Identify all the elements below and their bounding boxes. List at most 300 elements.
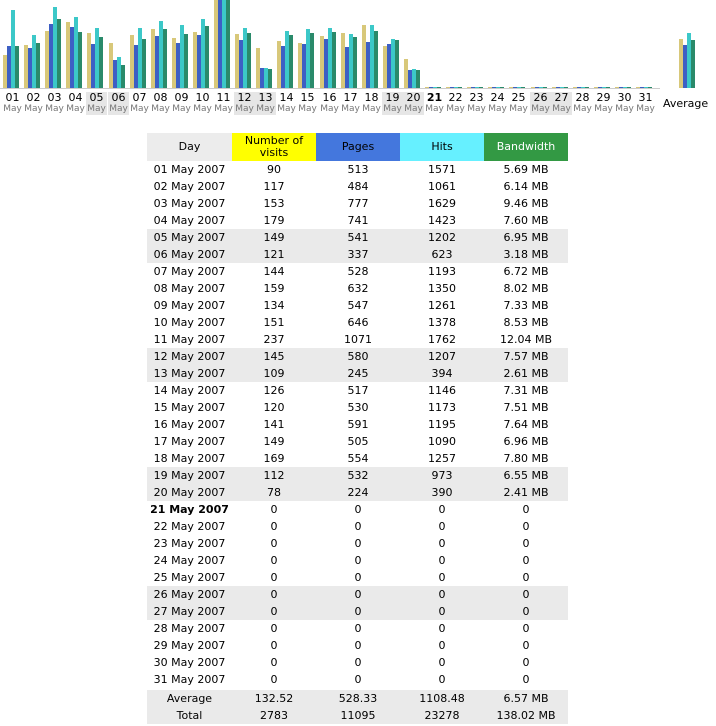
x-label-31 (635, 92, 656, 115)
cell-bandwidth: 0 (522, 622, 530, 635)
bar-pages-21 (429, 87, 433, 88)
bar-pages-31 (640, 87, 644, 88)
cell-hits: 23278 (400, 707, 484, 724)
x-label-28 (572, 92, 593, 115)
cell-pages: 0 (316, 603, 400, 620)
bar-pages-29 (598, 87, 602, 88)
x-label-month: May (615, 104, 634, 114)
bar-hits-19 (391, 39, 395, 88)
x-label-month: May (45, 104, 64, 114)
cell-hits: 1261 (428, 299, 456, 312)
x-label-month: May (362, 104, 381, 114)
bar-pages-10 (197, 35, 201, 88)
x-label-month: May (636, 104, 655, 114)
table-row (147, 246, 568, 263)
cell-day: 13 May 2007 (147, 365, 232, 382)
cell-hits: 1090 (428, 435, 456, 448)
cell-day: 15 May 2007 (153, 401, 226, 414)
bar-pages-12 (239, 40, 243, 88)
cell-pages: 646 (347, 316, 369, 329)
cell-visits: 0 (270, 656, 278, 669)
cell-visits: 141 (263, 418, 285, 431)
bar-bandwidth-27 (564, 87, 568, 88)
x-label-month: May (573, 104, 592, 114)
table-row (147, 280, 568, 297)
bar-bandwidth-23 (479, 87, 483, 88)
cell-day: 20 May 2007 (147, 484, 232, 501)
cell-visits: 0 (270, 639, 278, 652)
bar-hits-30 (623, 87, 627, 88)
bar-visits-08 (151, 29, 155, 88)
cell-bandwidth: 6.57 MB (484, 690, 568, 707)
x-label-day: 14 (279, 91, 294, 104)
cell-visits: 179 (263, 214, 285, 227)
x-label-month: May (404, 104, 423, 114)
cell-hits: 1762 (428, 333, 456, 346)
bar-visits-17 (341, 33, 345, 88)
bar-pages-06 (113, 60, 117, 88)
x-label-day: 17 (343, 91, 358, 104)
x-label-day: 02 (26, 91, 41, 104)
cell-day: 17 May 2007 (153, 435, 226, 448)
cell-day: 29 May 2007 (153, 639, 226, 652)
x-label-day: 03 (47, 91, 62, 104)
cell-day: 03 May 2007 (153, 197, 226, 210)
cell-hits: 394 (400, 365, 484, 382)
bar-bandwidth-24 (500, 87, 504, 88)
x-label-15 (297, 92, 318, 115)
table-row (147, 416, 568, 433)
cell-pages: 0 (354, 554, 362, 567)
cell-visits: 120 (263, 401, 285, 414)
table-row (147, 195, 568, 212)
cell-visits: 0 (270, 537, 278, 550)
x-label-21 (424, 92, 445, 115)
bar-pages-26 (535, 87, 539, 88)
cell-visits: 117 (263, 180, 285, 193)
bar-hits-31 (644, 87, 648, 88)
cell-day: 16 May 2007 (153, 418, 226, 431)
cell-hits: 973 (400, 467, 484, 484)
x-label-day: 31 (638, 91, 653, 104)
cell-bandwidth: 6.96 MB (503, 435, 549, 448)
table-row (147, 654, 568, 671)
table-row (147, 586, 568, 603)
cell-hits: 1195 (428, 418, 456, 431)
cell-bandwidth: 0 (522, 656, 530, 669)
bar-visits-19 (383, 46, 387, 88)
daily-bar-chart (0, 0, 716, 122)
bar-pages-22 (450, 87, 454, 88)
bar-hits-28 (581, 87, 585, 88)
bar-hits-05 (95, 28, 99, 88)
x-label-month: May (277, 104, 296, 114)
cell-visits: 90 (267, 163, 281, 176)
bar-pages-average (683, 45, 687, 88)
cell-pages: 513 (347, 163, 369, 176)
cell-pages: 591 (347, 418, 369, 431)
bar-visits-22 (446, 87, 450, 88)
x-label-day: 22 (448, 91, 463, 104)
x-label-month: May (235, 104, 254, 114)
x-label-month: May (3, 104, 22, 114)
bar-hits-07 (138, 28, 142, 88)
x-label-day: 05 (89, 91, 104, 104)
cell-pages: 0 (354, 622, 362, 635)
cell-bandwidth: 0 (522, 537, 530, 550)
x-label-13 (255, 92, 276, 115)
cell-day: 25 May 2007 (153, 571, 226, 584)
cell-hits: 1108.48 (400, 690, 484, 707)
bar-bandwidth-14 (289, 35, 293, 88)
bar-hits-12 (243, 28, 247, 88)
cell-bandwidth: 0 (522, 503, 530, 516)
cell-bandwidth: 0 (522, 639, 530, 652)
bar-visits-03 (45, 31, 49, 88)
cell-pages: 777 (347, 197, 369, 210)
table-row (147, 365, 568, 382)
cell-bandwidth: 0 (522, 571, 530, 584)
cell-pages: 0 (354, 656, 362, 669)
cell-bandwidth: 7.80 MB (503, 452, 549, 465)
bar-pages-04 (70, 27, 74, 88)
x-label-month: May (383, 104, 402, 114)
table-row (147, 331, 568, 348)
cell-day: 19 May 2007 (147, 467, 232, 484)
cell-visits: 144 (263, 265, 285, 278)
bar-bandwidth-19 (395, 40, 399, 88)
bar-pages-07 (134, 45, 138, 88)
x-label-month: May (341, 104, 360, 114)
bar-visits-average (679, 39, 683, 88)
bar-bandwidth-10 (205, 26, 209, 88)
cell-bandwidth: 12.04 MB (499, 333, 553, 346)
cell-visits: 145 (232, 348, 316, 365)
header-bandwidth: Bandwidth (484, 133, 568, 161)
bar-bandwidth-02 (36, 43, 40, 88)
x-label-month: May (24, 104, 43, 114)
cell-hits: 0 (438, 656, 446, 669)
table-row (147, 450, 568, 467)
cell-visits: 109 (232, 365, 316, 382)
x-label-day: 04 (68, 91, 83, 104)
cell-visits: 169 (263, 452, 285, 465)
cell-hits: 1202 (400, 229, 484, 246)
bar-bandwidth-07 (142, 39, 146, 88)
x-label-22 (445, 92, 466, 115)
total-row (147, 707, 568, 724)
bar-bandwidth-04 (78, 32, 82, 88)
cell-bandwidth: 0 (522, 520, 530, 533)
table-row (147, 484, 568, 501)
cell-bandwidth: 7.31 MB (503, 384, 549, 397)
cell-visits: 78 (232, 484, 316, 501)
table-row (147, 161, 568, 178)
table-row (147, 297, 568, 314)
x-label-18 (361, 92, 382, 115)
table-row (147, 382, 568, 399)
cell-day: 18 May 2007 (153, 452, 226, 465)
cell-day: 30 May 2007 (153, 656, 226, 669)
table-row (147, 348, 568, 365)
bar-hits-10 (201, 19, 205, 88)
bar-bandwidth-16 (332, 32, 336, 88)
cell-bandwidth: 7.60 MB (503, 214, 549, 227)
x-label-30 (614, 92, 635, 115)
cell-pages: 0 (354, 673, 362, 686)
bar-hits-29 (602, 87, 606, 88)
bar-visits-12 (235, 34, 239, 88)
cell-bandwidth: 7.51 MB (503, 401, 549, 414)
bar-bandwidth-31 (648, 87, 652, 88)
x-label-day: 25 (511, 91, 526, 104)
cell-day: 06 May 2007 (147, 246, 232, 263)
bar-visits-07 (130, 35, 134, 88)
x-label-17 (340, 92, 361, 115)
cell-visits: 0 (270, 503, 278, 516)
x-label-month: May (467, 104, 486, 114)
x-label-11 (213, 92, 234, 115)
x-label-05 (86, 92, 107, 115)
cell-pages: 245 (316, 365, 400, 382)
cell-bandwidth: 2.61 MB (484, 365, 568, 382)
bar-pages-23 (471, 87, 475, 88)
cell-hits: 1207 (400, 348, 484, 365)
table-row (147, 178, 568, 195)
x-label-day: 29 (596, 91, 611, 104)
x-label-month: May (509, 104, 528, 114)
cell-hits: 0 (438, 571, 446, 584)
cell-visits: 149 (232, 229, 316, 246)
cell-pages: 528 (347, 265, 369, 278)
cell-visits: 121 (232, 246, 316, 263)
bar-bandwidth-11 (226, 0, 230, 88)
bar-visits-09 (172, 38, 176, 88)
table-row (147, 399, 568, 416)
cell-visits: 0 (270, 554, 278, 567)
cell-bandwidth: 5.69 MB (503, 163, 549, 176)
table-row (147, 229, 568, 246)
cell-hits: 0 (438, 520, 446, 533)
cell-hits: 0 (438, 503, 446, 516)
x-label-month: May (193, 104, 212, 114)
x-label-day: 16 (322, 91, 337, 104)
x-label-month: May (87, 104, 106, 114)
bar-pages-24 (492, 87, 496, 88)
cell-bandwidth: 7.33 MB (503, 299, 549, 312)
cell-pages: 0 (316, 586, 400, 603)
cell-pages: 541 (316, 229, 400, 246)
x-label-month: May (214, 104, 233, 114)
bar-hits-20 (412, 69, 416, 88)
bar-hits-16 (328, 28, 332, 88)
x-label-06 (108, 92, 129, 115)
cell-pages: 554 (347, 452, 369, 465)
cell-pages: 517 (347, 384, 369, 397)
cell-hits: 0 (438, 639, 446, 652)
bar-hits-03 (53, 7, 57, 88)
bar-hits-09 (180, 25, 184, 88)
cell-hits: 623 (400, 246, 484, 263)
bar-bandwidth-21 (437, 87, 441, 88)
x-label-month: May (151, 104, 170, 114)
cell-day: 22 May 2007 (153, 520, 226, 533)
cell-pages: 547 (347, 299, 369, 312)
table-row (147, 467, 568, 484)
cell-hits: 1378 (428, 316, 456, 329)
x-label-04 (65, 92, 86, 115)
x-label-day: 08 (153, 91, 168, 104)
bar-hits-21 (433, 87, 437, 88)
bar-visits-05 (87, 33, 91, 88)
x-label-09 (171, 92, 192, 115)
bar-bandwidth-26 (543, 87, 547, 88)
cell-pages: 0 (354, 639, 362, 652)
x-label-month: May (109, 104, 128, 114)
bar-visits-11 (214, 0, 218, 88)
bar-hits-13 (264, 68, 268, 88)
bar-bandwidth-03 (57, 19, 61, 88)
x-label-03 (44, 92, 65, 115)
x-label-07 (129, 92, 150, 115)
header-visits: Number of visits (232, 133, 316, 161)
cell-hits: 1146 (428, 384, 456, 397)
x-label-02 (23, 92, 44, 115)
x-label-day: 01 (5, 91, 20, 104)
cell-bandwidth: 0 (522, 673, 530, 686)
cell-bandwidth: 8.53 MB (503, 316, 549, 329)
x-label-26 (530, 92, 551, 115)
x-label-month: May (552, 104, 571, 114)
bar-visits-01 (3, 55, 7, 88)
table-row (147, 212, 568, 229)
bar-visits-13 (256, 48, 260, 88)
table-row (147, 433, 568, 450)
cell-day: 02 May 2007 (153, 180, 226, 193)
cell-day: 12 May 2007 (147, 348, 232, 365)
cell-hits: 1423 (428, 214, 456, 227)
bar-visits-06 (109, 43, 113, 88)
bar-visits-10 (193, 32, 197, 88)
bar-hits-average (687, 33, 691, 88)
cell-visits: 0 (270, 622, 278, 635)
x-label-14 (276, 92, 297, 115)
x-label-month: May (594, 104, 613, 114)
cell-pages: 1071 (344, 333, 372, 346)
cell-day: 08 May 2007 (153, 282, 226, 295)
cell-day: 04 May 2007 (153, 214, 226, 227)
bar-visits-30 (615, 87, 619, 88)
x-label-day: 18 (364, 91, 379, 104)
bar-bandwidth-18 (374, 31, 378, 88)
bar-hits-27 (560, 87, 564, 88)
x-label-16 (319, 92, 340, 115)
bar-hits-23 (475, 87, 479, 88)
cell-bandwidth: 138.02 MB (484, 707, 568, 724)
x-label-day: 06 (111, 91, 126, 104)
bar-hits-26 (539, 87, 543, 88)
bar-bandwidth-17 (353, 37, 357, 88)
bar-hits-01 (11, 10, 15, 88)
cell-visits: 149 (263, 435, 285, 448)
x-label-day: 12 (237, 91, 252, 104)
x-label-day: 13 (258, 91, 273, 104)
cell-pages: 484 (347, 180, 369, 193)
table-row (147, 671, 568, 688)
bar-pages-28 (577, 87, 581, 88)
cell-pages: 0 (354, 503, 362, 516)
bar-visits-20 (404, 59, 408, 88)
cell-hits: 0 (438, 554, 446, 567)
cell-visits: 0 (270, 571, 278, 584)
x-label-month: May (446, 104, 465, 114)
bar-pages-15 (302, 44, 306, 88)
x-label-day: 23 (469, 91, 484, 104)
x-label-day: 24 (490, 91, 505, 104)
x-label-day: 27 (554, 91, 569, 104)
bar-visits-24 (488, 87, 492, 88)
x-label-20 (403, 92, 424, 115)
bar-bandwidth-15 (310, 33, 314, 88)
cell-day: Average (147, 690, 232, 707)
cell-pages: 632 (347, 282, 369, 295)
cell-bandwidth: 9.46 MB (503, 197, 549, 210)
x-label-month: May (66, 104, 85, 114)
x-label-month: May (488, 104, 507, 114)
bar-bandwidth-20 (416, 70, 420, 88)
cell-pages: 337 (316, 246, 400, 263)
bar-pages-16 (324, 39, 328, 88)
bar-hits-15 (306, 29, 310, 88)
bar-hits-24 (496, 87, 500, 88)
table-row (147, 501, 568, 518)
bar-visits-26 (531, 87, 535, 88)
bar-bandwidth-05 (99, 37, 103, 88)
cell-day: 21 May 2007 (150, 503, 229, 516)
x-label-day: 15 (300, 91, 315, 104)
cell-day: 10 May 2007 (153, 316, 226, 329)
cell-hits: 0 (438, 673, 446, 686)
cell-hits: 1061 (428, 180, 456, 193)
cell-bandwidth: 2.41 MB (484, 484, 568, 501)
cell-pages: 0 (354, 520, 362, 533)
x-label-day: 10 (195, 91, 210, 104)
bar-visits-29 (594, 87, 598, 88)
x-label-27 (551, 92, 572, 115)
bar-pages-05 (91, 44, 95, 88)
cell-day: 28 May 2007 (153, 622, 226, 635)
x-label-day: 26 (533, 91, 548, 104)
bar-hits-14 (285, 31, 289, 88)
cell-hits: 1257 (428, 452, 456, 465)
cell-visits: 112 (232, 467, 316, 484)
cell-day: 26 May 2007 (147, 586, 232, 603)
x-label-12 (234, 92, 255, 115)
x-label-month: May (425, 104, 444, 114)
cell-pages: 530 (347, 401, 369, 414)
bar-pages-02 (28, 48, 32, 88)
bar-visits-25 (509, 87, 513, 88)
x-label-month: May (531, 104, 550, 114)
cell-visits: 237 (263, 333, 285, 346)
cell-bandwidth: 7.64 MB (503, 418, 549, 431)
cell-day: 24 May 2007 (153, 554, 226, 567)
table-row (147, 620, 568, 637)
cell-pages: 0 (354, 571, 362, 584)
cell-hits: 390 (400, 484, 484, 501)
header-hits: Hits (400, 133, 484, 161)
x-label-month: May (298, 104, 317, 114)
